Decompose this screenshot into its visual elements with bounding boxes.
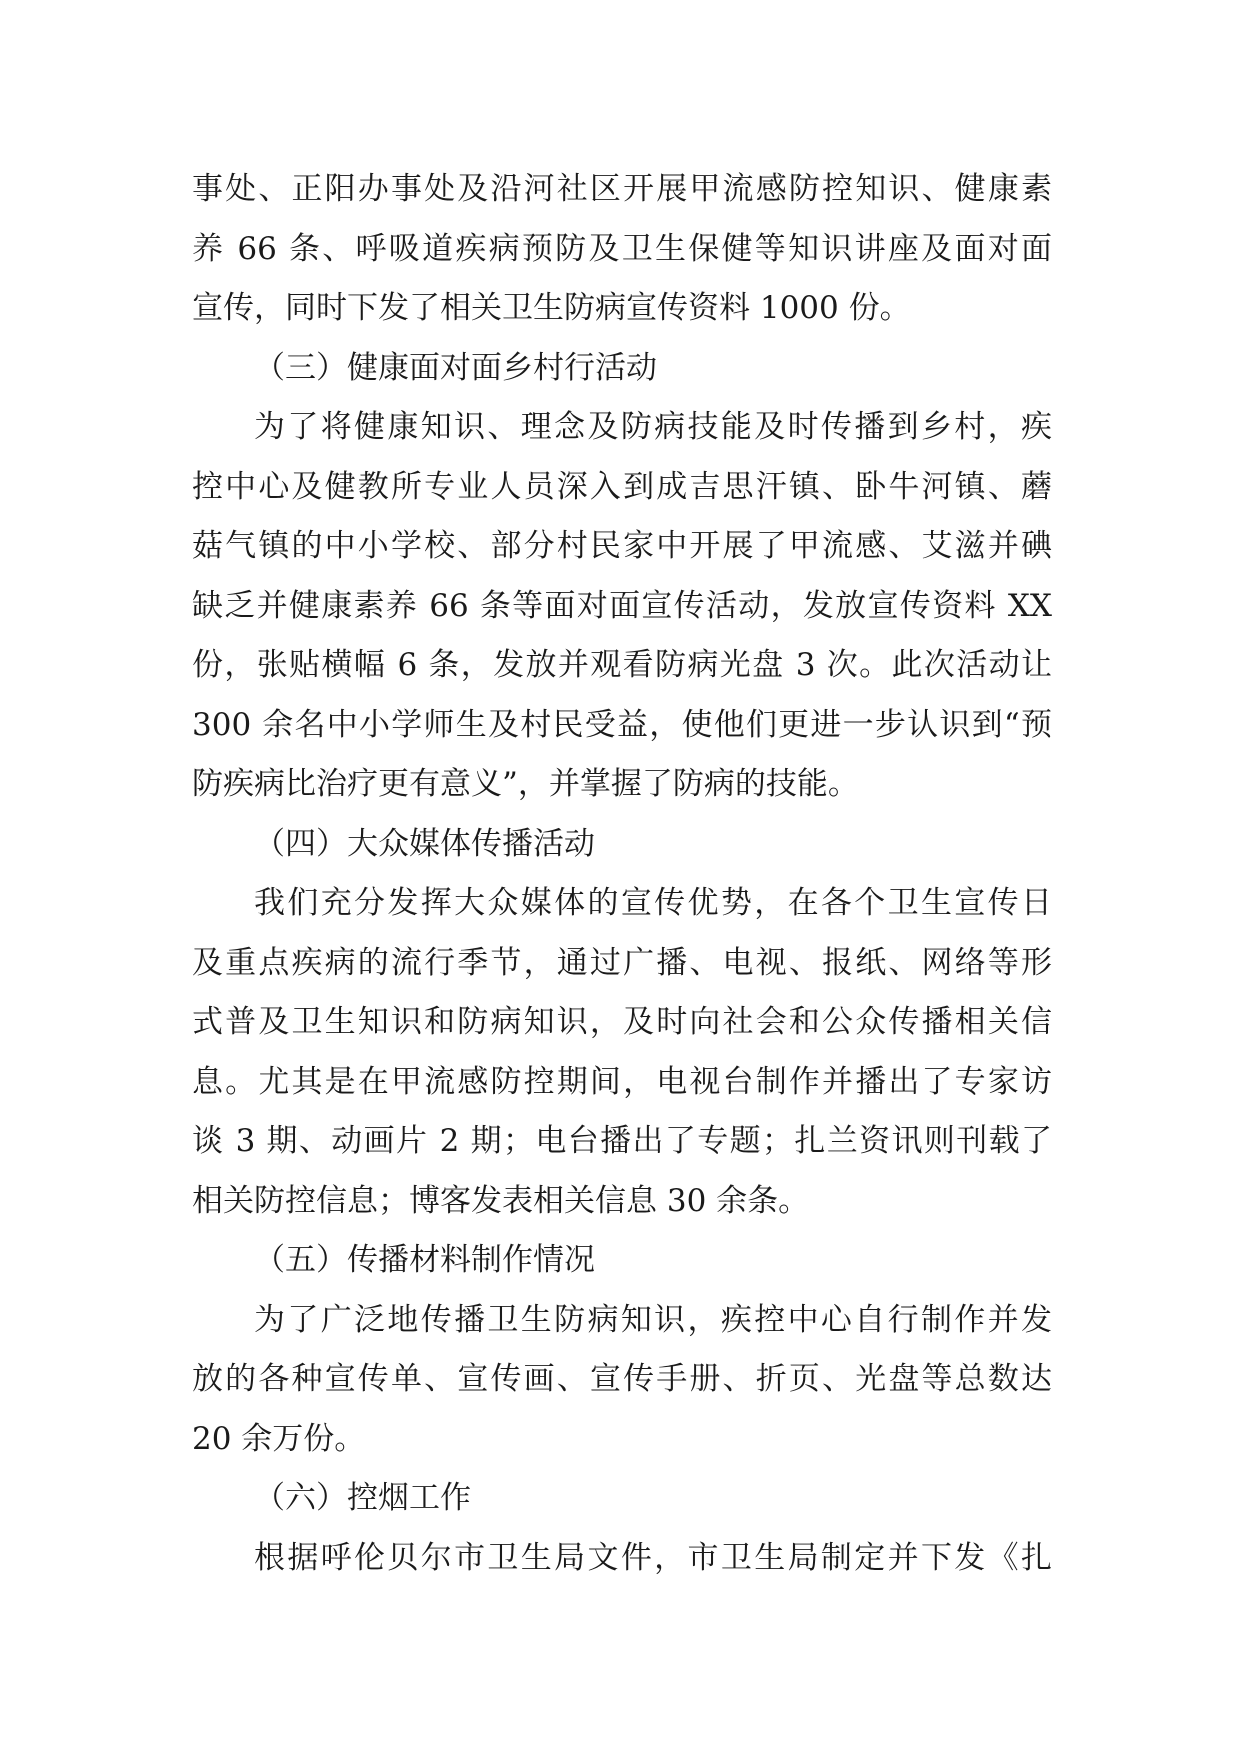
body-line: 根据呼伦贝尔市卫生局文件，市卫生局制定并下发《扎: [254, 1539, 1052, 1576]
body-line: 式普及卫生知识和防病知识，及时向社会和公众传播相关信: [192, 1004, 1052, 1040]
body-line: 菇气镇的中小学校、部分村民家中开展了甲流感、艾滋并碘: [192, 528, 1052, 564]
body-line: 缺乏并健康素养 66 条等面对面宣传活动，发放宣传资料 XX: [192, 587, 1052, 624]
body-line: 20 余万份。: [192, 1420, 366, 1457]
section-heading: （三）健康面对面乡村行活动: [254, 349, 657, 386]
body-line: 防疾病比治疗更有意义”，并掌握了防病的技能。: [192, 766, 859, 802]
body-line: 事处、正阳办事处及沿河社区开展甲流感防控知识、健康素: [192, 171, 1052, 207]
body-line: 谈 3 期、动画片 2 期；电台播出了专题；扎兰资讯则刊载了: [192, 1123, 1052, 1159]
body-line: 为了广泛地传播卫生防病知识，疾控中心自行制作并发: [254, 1301, 1052, 1338]
section-heading: （六）控烟工作: [254, 1480, 471, 1516]
body-line: 份，张贴横幅 6 条，发放并观看防病光盘 3 次。此次活动让: [192, 647, 1052, 683]
document-body: [192, 160, 1052, 1588]
body-line: 宣传，同时下发了相关卫生防病宣传资料 1000 份。: [192, 290, 911, 326]
body-line: 为了将健康知识、理念及防病技能及时传播到乡村，疾: [254, 409, 1052, 445]
body-line: 养 66 条、呼吸道疾病预防及卫生保健等知识讲座及面对面: [192, 230, 1052, 267]
section-heading: （四）大众媒体传播活动: [254, 825, 595, 862]
body-line: 300 余名中小学师生及村民受益，使他们更进一步认识到“预: [192, 706, 1052, 743]
section-heading: （五）传播材料制作情况: [254, 1242, 595, 1278]
body-line: 及重点疾病的流行季节，通过广播、电视、报纸、网络等形: [192, 944, 1052, 981]
body-line: 放的各种宣传单、宣传画、宣传手册、折页、光盘等总数达: [192, 1361, 1052, 1397]
body-line: 我们充分发挥大众媒体的宣传优势，在各个卫生宣传日: [254, 885, 1052, 921]
body-line: 相关防控信息；博客发表相关信息 30 余条。: [192, 1182, 810, 1219]
body-line: 息。尤其是在甲流感防控期间，电视台制作并播出了专家访: [192, 1063, 1052, 1100]
body-line: 控中心及健教所专业人员深入到成吉思汗镇、卧牛河镇、蘑: [192, 468, 1052, 505]
